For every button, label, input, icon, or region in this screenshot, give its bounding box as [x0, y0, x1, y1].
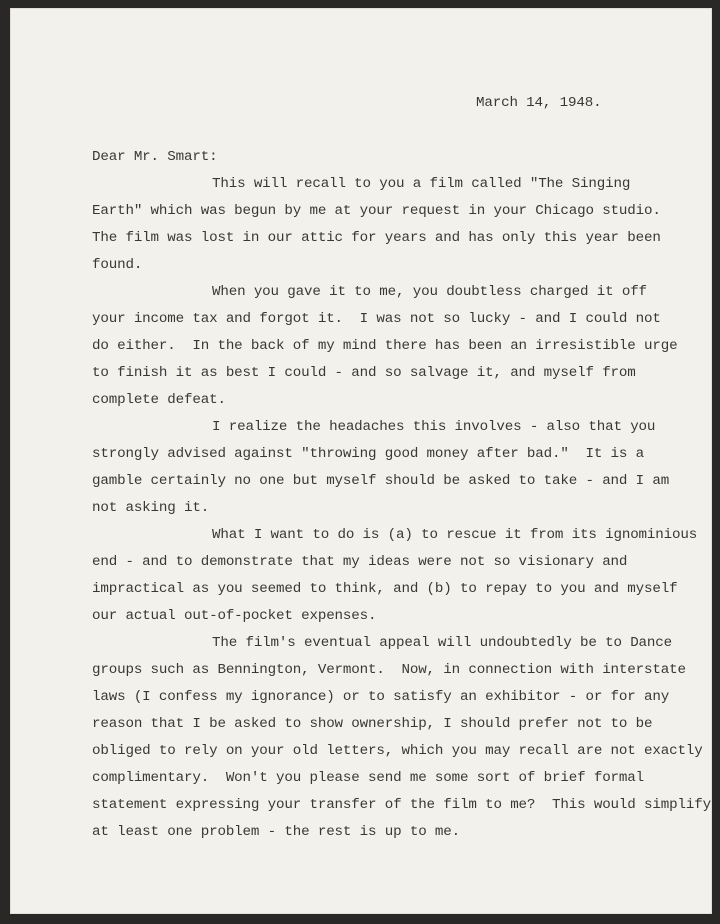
letter-paragraph: [92, 630, 711, 846]
text-line: groups such as Bennington, Vermont. Now, in connection with interstate: [92, 662, 686, 678]
text-line: The film's eventual appeal will undoubtedly be to Dance: [212, 635, 673, 651]
letter-paragraphs: [92, 171, 711, 846]
letter-paragraph: [92, 279, 702, 414]
text-line: to finish it as best I could - and so salvage it, and myself from: [92, 365, 636, 381]
letter-page: [10, 8, 712, 914]
text-line: end - and to demonstrate that my ideas were not so visionary and: [92, 554, 628, 570]
letter-salutation: Dear Mr. Smart:: [92, 149, 218, 165]
text-line: statement expressing your transfer of the film to me? This would simplify: [92, 797, 711, 813]
text-line: I realize the headaches this involves - also that you: [212, 419, 656, 435]
text-line: gamble certainly no one but myself should be asked to take - and I am: [92, 473, 670, 489]
text-line: not asking it.: [92, 500, 210, 516]
text-line: your income tax and forgot it. I was not so lucky - and I could not: [92, 311, 661, 327]
letter-paragraph: [92, 522, 702, 630]
letter-paragraph: [92, 414, 702, 522]
text-line: found.: [92, 257, 143, 273]
text-line: impractical as you seemed to think, and (b) to repay to you and myself: [92, 581, 678, 597]
text-line: Earth" which was begun by me at your request in your Chicago studio.: [92, 203, 661, 219]
text-line: at least one problem - the rest is up to me.: [92, 824, 461, 840]
text-line: do either. In the back of my mind there has been an irresistible urge: [92, 338, 678, 354]
letter-body: [92, 90, 711, 846]
text-line: reason that I be asked to show ownership, I should prefer not to be: [92, 716, 653, 732]
letter-paragraph: [92, 171, 702, 279]
text-line: our actual out-of-pocket expenses.: [92, 608, 377, 624]
text-line: What I want to do is (a) to rescue it from its ignominious: [212, 527, 698, 543]
text-line: The film was lost in our attic for years and has only this year been: [92, 230, 661, 246]
text-line: complete defeat.: [92, 392, 226, 408]
text-line: When you gave it to me, you doubtless charged it off: [212, 284, 647, 300]
text-line: complimentary. Won't you please send me some sort of brief formal: [92, 770, 645, 786]
text-line: strongly advised against "throwing good money after bad." It is a: [92, 446, 645, 462]
letter-date: March 14, 1948.: [476, 95, 602, 111]
text-line: This will recall to you a film called "The Singing: [212, 176, 631, 192]
text-line: laws (I confess my ignorance) or to satisfy an exhibitor - or for any: [92, 689, 670, 705]
text-line: obliged to rely on your old letters, which you may recall are not exactly: [92, 743, 703, 759]
